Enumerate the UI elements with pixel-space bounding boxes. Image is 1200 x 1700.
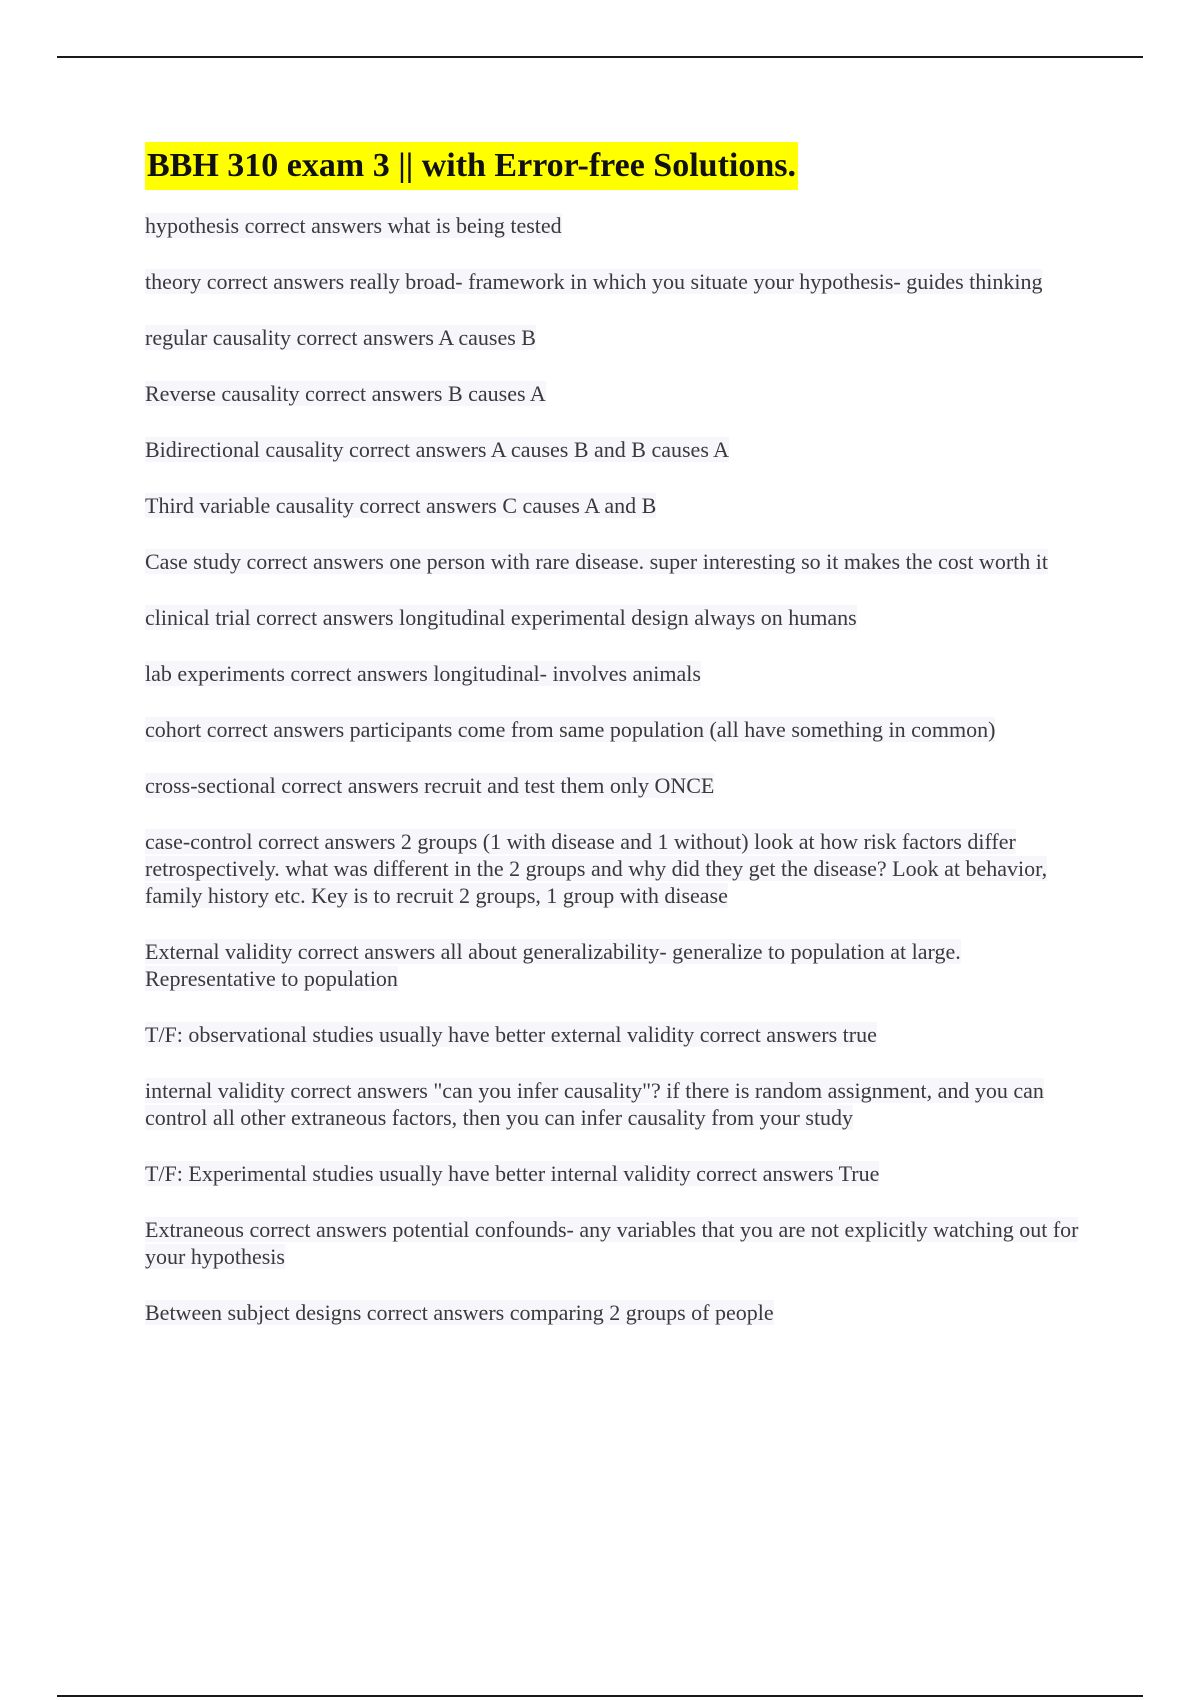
qa-item: [145, 1077, 1085, 1131]
qa-item: [145, 268, 1085, 295]
qa-text: clinical trial correct answers longitudinal experimental design always on humans: [145, 605, 857, 630]
document-title: BBH 310 exam 3 || with Error-free Solutions.: [145, 142, 798, 190]
qa-item: [145, 492, 1085, 519]
qa-text: theory correct answers really broad- framework in which you situate your hypothesis- guides thinking: [145, 269, 1043, 294]
qa-item: [145, 380, 1085, 407]
qa-item: [145, 1216, 1085, 1270]
qa-text: Bidirectional causality correct answers A causes B and B causes A: [145, 437, 730, 462]
qa-text: Case study correct answers one person with rare disease. super interesting so it makes the cost worth it: [145, 549, 1048, 574]
qa-item: [145, 212, 1085, 239]
qa-text: cross-sectional correct answers recruit and test them only ONCE: [145, 773, 715, 798]
qa-text: hypothesis correct answers what is being tested: [145, 213, 562, 238]
qa-text: cohort correct answers participants come from same population (all have something in common): [145, 717, 996, 742]
top-rule: [57, 56, 1143, 58]
qa-text: Third variable causality correct answers C causes A and B: [145, 493, 657, 518]
qa-text: T/F: observational studies usually have better external validity correct answers true: [145, 1022, 877, 1047]
qa-item: [145, 604, 1085, 631]
qa-item: [145, 1160, 1085, 1187]
qa-item: [145, 828, 1085, 909]
qa-text: Between subject designs correct answers comparing 2 groups of people: [145, 1300, 774, 1325]
qa-text: T/F: Experimental studies usually have better internal validity correct answers True: [145, 1161, 880, 1186]
qa-text: External validity correct answers all about generalizability- generalize to population at large. Representative to population: [145, 939, 961, 991]
qa-text: case-control correct answers 2 groups (1 with disease and 1 without) look at how risk factors differ retrospectively. what was different in the 2 groups and why did they get the disease? Look at behavior, family history etc. Key is to recruit 2 groups, 1 group with disease: [145, 829, 1048, 908]
qa-item: [145, 938, 1085, 992]
qa-item: [145, 1299, 1085, 1326]
qa-item: [145, 772, 1085, 799]
document-body: [145, 142, 1085, 1355]
qa-text: lab experiments correct answers longitudinal- involves animals: [145, 661, 701, 686]
qa-item: [145, 436, 1085, 463]
qa-item: [145, 548, 1085, 575]
bottom-rule: [57, 1695, 1143, 1697]
qa-text: internal validity correct answers "can you infer causality"? if there is random assignment, and you can control all other extraneous factors, then you can infer causality from your study: [145, 1078, 1044, 1130]
qa-item: [145, 1021, 1085, 1048]
qa-text: Extraneous correct answers potential confounds- any variables that you are not explicitly watching out for your hypothesis: [145, 1217, 1079, 1269]
qa-item: [145, 716, 1085, 743]
qa-item: [145, 324, 1085, 351]
qa-text: regular causality correct answers A causes B: [145, 325, 536, 350]
qa-item: [145, 660, 1085, 687]
qa-list: [145, 212, 1085, 1326]
qa-text: Reverse causality correct answers B causes A: [145, 381, 546, 406]
